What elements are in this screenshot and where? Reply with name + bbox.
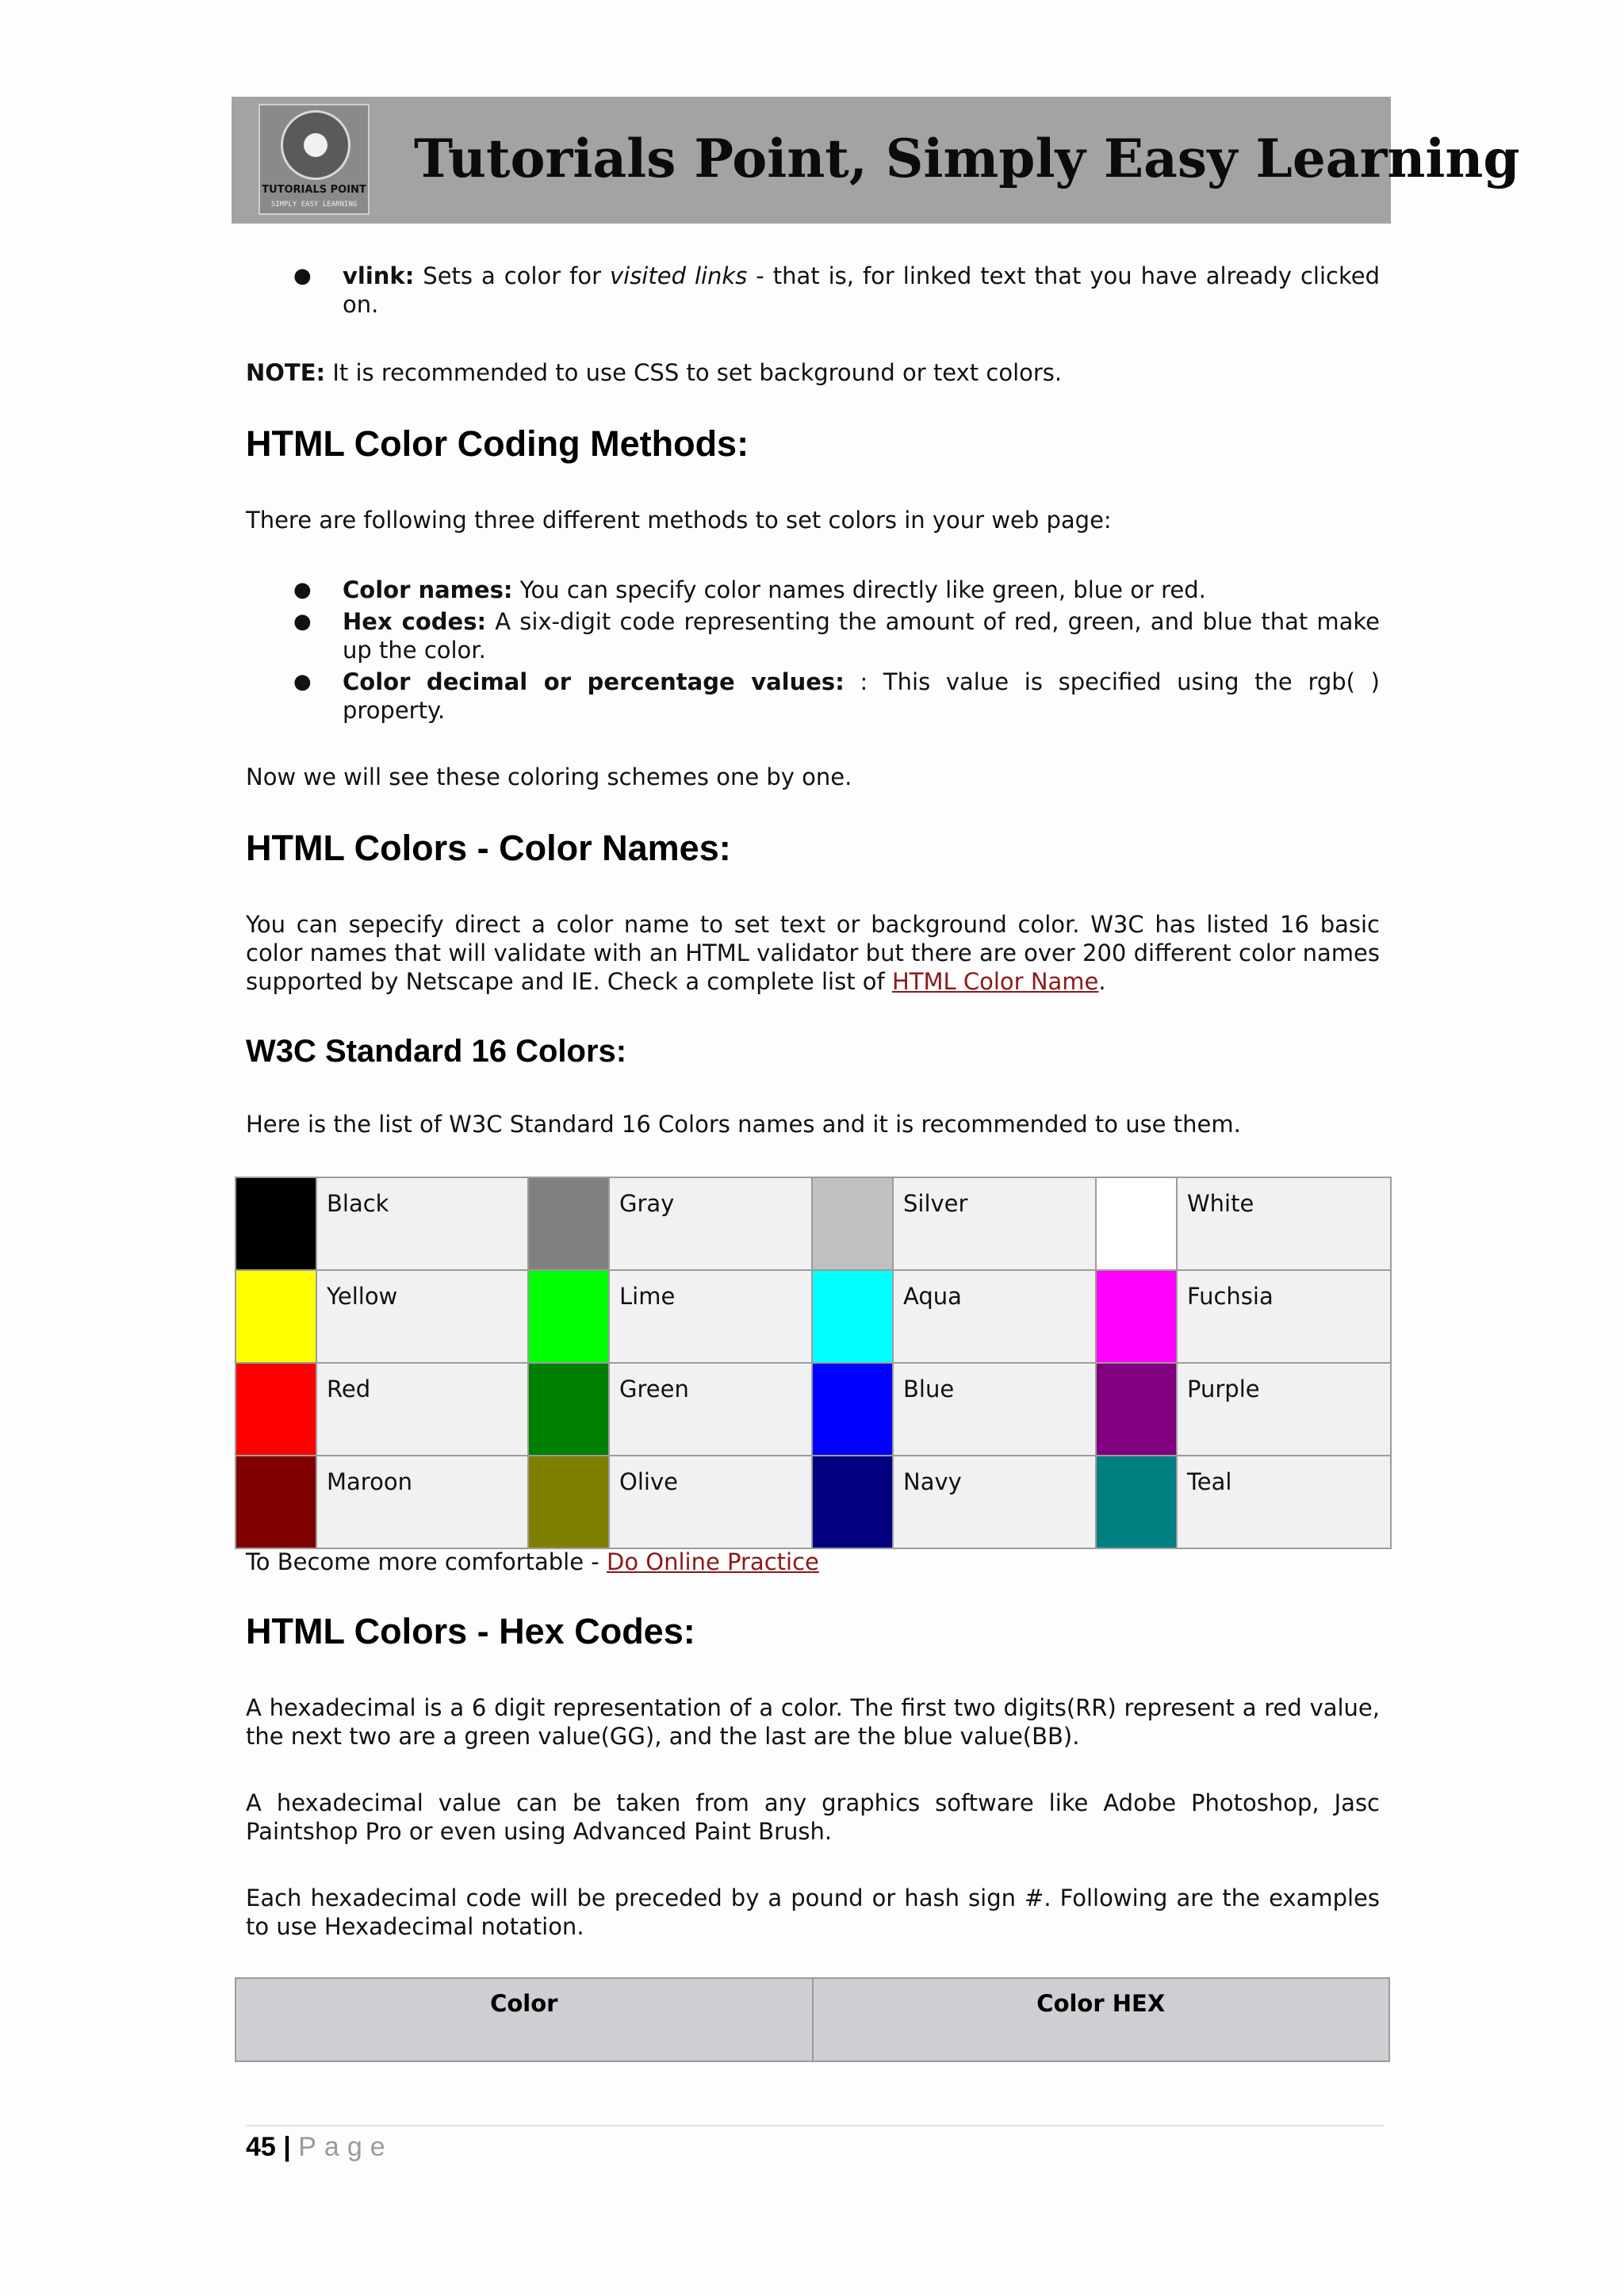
- color-name-cell: Teal: [1177, 1456, 1391, 1548]
- hex-paragraph: A hexadecimal is a 6 digit representation of a color. The first two digits(RR) represent a red value, the next two are a green value(GG), and the last are the blue value(BB).: [246, 1694, 1380, 1750]
- color-name-cell: Purple: [1177, 1363, 1391, 1456]
- bullet-term: Hex codes:: [343, 608, 487, 635]
- color-swatch: [1096, 1363, 1177, 1456]
- note-text: It is recommended to use CSS to set background or text colors.: [325, 359, 1063, 386]
- practice-paragraph: [246, 1548, 1380, 1576]
- table-header-color: Color: [236, 1978, 813, 2061]
- paragraph-text: You can sepecify direct a color name to set text or background color. W3C has listed 16 basic color names that will validate with an HTML validator but there are over 200 different color names supported by Netscape and IE. Check a complete list of: [246, 911, 1380, 995]
- note-label: NOTE:: [246, 359, 326, 386]
- color-swatch: [528, 1177, 609, 1270]
- color-name-cell: White: [1177, 1177, 1391, 1270]
- section-heading: W3C Standard 16 Colors:: [246, 1034, 627, 1069]
- colors-table-body: [236, 1177, 1391, 1548]
- color-names-paragraph: [246, 910, 1380, 996]
- section-heading: HTML Color Coding Methods:: [246, 423, 749, 464]
- method-bullet: [293, 607, 1380, 664]
- bullet-text: : This value is specified using the rgb( ) property.: [343, 668, 1380, 724]
- color-swatch: [236, 1456, 316, 1548]
- html-color-name-link[interactable]: HTML Color Name: [891, 968, 1099, 995]
- table-row: [236, 1456, 1391, 1548]
- logo-text: TUTORIALS POINT: [262, 184, 366, 196]
- color-swatch: [236, 1270, 316, 1363]
- page-separator: |: [275, 2132, 299, 2162]
- bullet-term: Color names:: [343, 576, 513, 603]
- bullet-emphasis: visited links: [609, 262, 748, 289]
- color-name-cell: Aqua: [893, 1270, 1096, 1363]
- bullet-icon: ●: [293, 578, 312, 602]
- color-name-cell: Red: [316, 1363, 528, 1456]
- color-name-cell: Yellow: [316, 1270, 528, 1363]
- color-name-cell: Blue: [893, 1363, 1096, 1456]
- color-swatch: [528, 1270, 609, 1363]
- logo-emblem-icon: [281, 110, 350, 180]
- page-number: [246, 2131, 393, 2163]
- table-header-color-hex: Color HEX: [813, 1978, 1390, 2061]
- color-swatch: [1096, 1177, 1177, 1270]
- color-name-cell: Black: [316, 1177, 528, 1270]
- bullet-term: Color decimal or percentage values:: [343, 668, 845, 695]
- color-name-cell: Green: [609, 1363, 812, 1456]
- section-heading: HTML Colors - Hex Codes:: [246, 1611, 695, 1651]
- color-swatch: [1096, 1456, 1177, 1548]
- header-title: Tutorials Point, Simply Easy Learning: [414, 128, 1520, 189]
- color-name-cell: Silver: [893, 1177, 1096, 1270]
- table-row: [236, 1363, 1391, 1456]
- table-header-row: [236, 1978, 1389, 2061]
- color-swatch: [812, 1177, 893, 1270]
- color-swatch: [528, 1456, 609, 1548]
- bullet-icon: ●: [293, 670, 312, 694]
- bullet-icon: ●: [293, 610, 312, 633]
- color-name-cell: Lime: [609, 1270, 812, 1363]
- color-swatch: [1096, 1270, 1177, 1363]
- color-swatch: [812, 1363, 893, 1456]
- color-swatch: [236, 1177, 316, 1270]
- section-intro: Here is the list of W3C Standard 16 Colors names and it is recommended to use them.: [246, 1111, 1241, 1138]
- color-name-cell: Gray: [609, 1177, 812, 1270]
- w3c-colors-table: [235, 1177, 1392, 1549]
- method-bullet: [293, 576, 1380, 604]
- do-online-practice-link[interactable]: Do Online Practice: [606, 1548, 819, 1575]
- section-outro: Now we will see these coloring schemes one by one.: [246, 763, 852, 790]
- bullet-text: Sets a color for: [414, 262, 610, 289]
- bullet-icon: ●: [293, 264, 312, 288]
- color-name-cell: Olive: [609, 1456, 812, 1548]
- section-heading: HTML Colors - Color Names:: [246, 828, 731, 868]
- hex-paragraph: Each hexadecimal code will be preceded by a pound or hash sign #. Following are the examples to use Hexadecimal notation.: [246, 1885, 1380, 1940]
- logo-subtext: SIMPLY EASY LEARNING: [270, 201, 358, 209]
- color-name-cell: Navy: [893, 1456, 1096, 1548]
- color-name-cell: Fuchsia: [1177, 1270, 1391, 1363]
- bullet-text: A six-digit code representing the amount of red, green, and blue that make up the color.: [343, 608, 1380, 664]
- color-swatch: [236, 1363, 316, 1456]
- tutorialspoint-logo: [259, 104, 370, 215]
- vlink-bullet: [293, 262, 1380, 319]
- color-swatch: [528, 1363, 609, 1456]
- page-number-value: 45: [246, 2132, 276, 2162]
- color-name-cell: Maroon: [316, 1456, 528, 1548]
- hex-paragraph: A hexadecimal value can be taken from any graphics software like Adobe Photoshop, Jasc Paintshop Pro or even using Advanced Paint Brush.: [246, 1789, 1380, 1845]
- bullet-text: - that is, for linked text that you have already clicked on.: [343, 262, 1380, 318]
- section-intro: There are following three different methods to set colors in your web page:: [246, 507, 1112, 534]
- method-bullet: [293, 668, 1380, 725]
- color-swatch: [812, 1456, 893, 1548]
- bullet-term: vlink:: [343, 262, 415, 289]
- page-header: [232, 97, 1520, 224]
- hex-codes-table: [235, 1977, 1390, 2062]
- practice-text: To Become more comfortable -: [246, 1548, 607, 1575]
- table-row: [236, 1177, 1391, 1270]
- footer-divider: [246, 2125, 1385, 2126]
- table-row: [236, 1270, 1391, 1363]
- bullet-text: You can specify color names directly like green, blue or red.: [512, 576, 1206, 603]
- color-swatch: [812, 1270, 893, 1363]
- page-label: Page: [298, 2132, 393, 2162]
- paragraph-end: .: [1098, 968, 1106, 995]
- note-paragraph: [246, 358, 1380, 387]
